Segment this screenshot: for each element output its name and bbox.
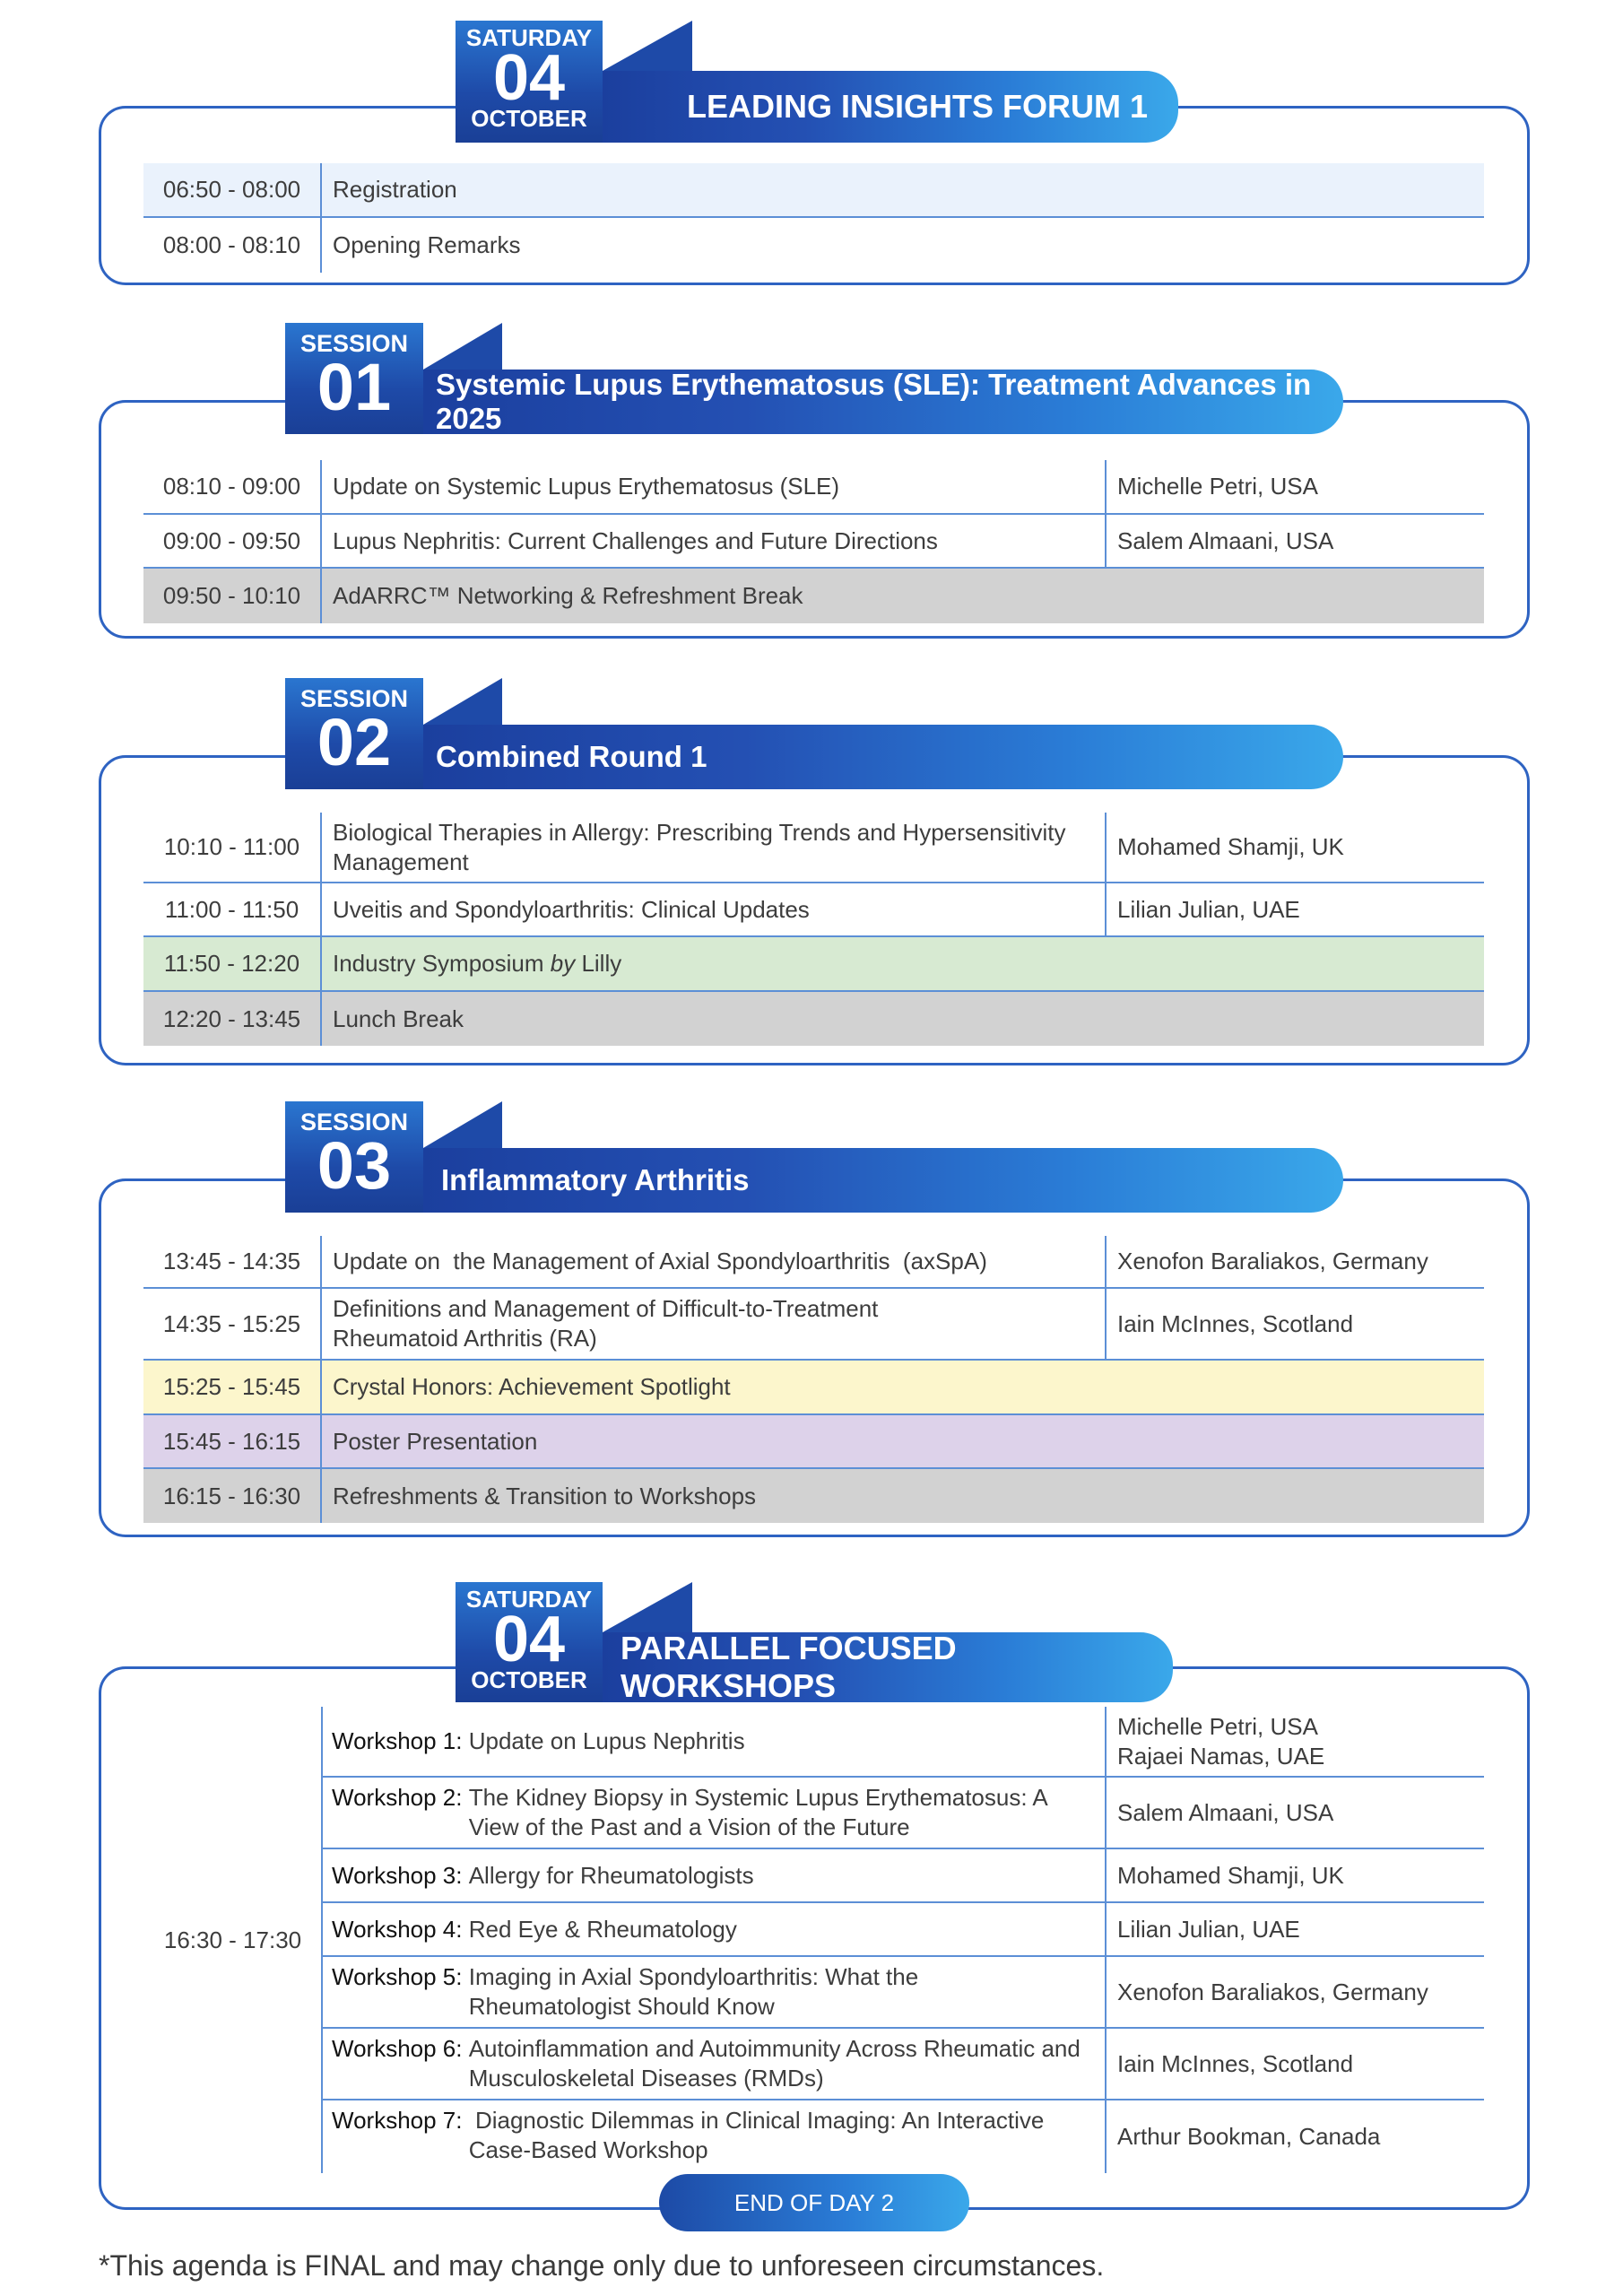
row-desc-post: Lilly [575,950,622,977]
session-03-number: 03 [317,1128,392,1203]
table-row [143,569,1484,623]
workshop-desc [323,1849,1105,1901]
workshop-title: Update on Lupus Nephritis [468,1727,745,1754]
table-row [143,163,1484,218]
session-03-label: SESSION [299,1109,409,1135]
session-01-title-bar [423,370,1343,434]
workshop-title: Allergy for Rheumatologists [468,1861,754,1889]
row-speaker: Iain McInnes, Scotland [1105,1289,1484,1359]
row-desc-em: by [550,950,576,977]
workshop-speakers [1105,1849,1484,1901]
row-time: 12:20 - 13:45 [143,992,322,1046]
workshop-speaker: Arthur Bookman, Canada [1117,2123,1381,2150]
workshop-speakers [1105,2100,1484,2173]
row-desc: Opening Remarks [333,231,521,258]
workshop-row [321,1707,1484,1778]
table-row [143,218,1484,273]
row-speaker: Lilian Julian, UAE [1105,883,1484,935]
row-desc [322,937,1484,990]
session-03-title-bar [423,1148,1343,1213]
table-row [143,1289,1484,1361]
footnote: *This agenda is FINAL and may change only due to unforeseen circumstances. [99,2249,1105,2282]
workshops-title-bar [603,1632,1173,1702]
row-time: 08:10 - 09:00 [143,460,322,513]
session-01-tab-fold [423,323,502,370]
row-desc: Update on the Management of Axial Spondyloarthritis (axSpA) [333,1248,987,1274]
session-01-label: SESSION [299,330,409,357]
row-time: 15:45 - 16:15 [143,1415,322,1467]
workshop-row [321,1957,1484,2029]
session-03-tab-fold [423,1101,502,1148]
row-desc-pre: Industry Symposium [333,950,551,977]
workshops-date-day: SATURDAY [465,1586,593,1613]
row-desc: Uveitis and Spondyloarthritis: Clinical Updates [333,895,810,923]
row-desc: Lunch Break [333,1004,464,1032]
forum-date-day: SATURDAY [465,24,593,51]
row-speaker: Mohamed Shamji, UK [1105,813,1484,882]
workshop-row [321,1778,1484,1849]
forum-date-num: 04 [492,42,566,114]
row-time: 09:50 - 10:10 [143,569,322,623]
forum-title: LEADING INSIGHTS FORUM 1 [686,88,1149,125]
workshops-time: 16:30 - 17:30 [163,1926,302,1953]
table-row [143,1361,1484,1415]
row-desc: Biological Therapies in Allergy: Prescribing Trends and Hypersensitivity Management [333,818,1066,875]
session-03-title: Inflammatory Arthritis [441,1163,750,1196]
workshop-desc [323,2100,1105,2173]
row-speaker: Michelle Petri, USA [1105,460,1484,513]
forum-title-bar [603,71,1178,143]
row-desc: Crystal Honors: Achievement Spotlight [333,1373,731,1400]
workshop-speakers [1105,1903,1484,1955]
workshops-date-tab [456,1582,603,1702]
workshops-title: PARALLEL FOCUSED WORKSHOPS [621,1630,957,1704]
session-02-title-bar [423,725,1343,789]
workshop-label: Workshop 3: [332,1861,463,1889]
workshops-tab-fold [603,1582,692,1632]
workshop-desc [323,2029,1105,2099]
workshops-date-num: 04 [492,1604,566,1675]
workshop-speakers [1105,1707,1484,1776]
workshop-desc [323,1957,1105,2027]
table-row [143,813,1484,883]
table-row [143,937,1484,992]
workshop-speakers [1105,2029,1484,2099]
row-speaker: Salem Almaani, USA [1105,515,1484,567]
row-time: 13:45 - 14:35 [143,1236,322,1287]
workshop-label: Workshop 2: [332,1784,463,1811]
row-time: 15:25 - 15:45 [143,1361,322,1413]
workshop-title: Imaging in Axial Spondyloarthritis: What the Rheumatologist Should Know [468,1963,919,2020]
workshop-label: Workshop 6: [332,2035,463,2062]
workshop-row [321,1903,1484,1957]
row-desc: Refreshments & Transition to Workshops [333,1482,757,1509]
workshop-label: Workshop 5: [332,1963,463,1990]
row-desc: Poster Presentation [333,1427,538,1455]
row-speaker: Xenofon Baraliakos, Germany [1105,1236,1484,1287]
workshop-speaker: Salem Almaani, USA [1117,1798,1334,1826]
session-01-number: 01 [317,350,392,424]
workshop-label: Workshop 7: [332,2107,463,2134]
workshop-title: Autoinflammation and Autoimmunity Across Rheumatic and Musculoskeletal Diseases (RMDs) [468,2035,1081,2092]
table-row [143,883,1484,937]
session-02-title: Combined Round 1 [436,740,707,773]
workshop-speakers [1105,1957,1484,2027]
workshop-desc [323,1903,1105,1955]
forum-tab-fold [603,21,692,71]
end-of-day-badge: END OF DAY 2 [659,2174,969,2231]
session-02-tab-fold [423,678,502,725]
forum-date-tab [456,21,603,143]
table-row [143,992,1484,1046]
row-desc: Registration [333,176,457,203]
workshop-row [321,1849,1484,1903]
workshops-date-month: OCTOBER [471,1666,587,1693]
workshop-title: The Kidney Biopsy in Systemic Lupus Erythematosus: A View of the Past and a Vision of the Future [468,1784,1047,1840]
workshop-speaker: Rajaei Namas, UAE [1117,1742,1325,1770]
table-row [143,1236,1484,1289]
row-time: 16:15 - 16:30 [143,1469,322,1523]
workshop-speaker: Iain McInnes, Scotland [1117,2049,1354,2077]
row-desc: Definitions and Management of Difficult-to-Treatment Rheumatoid Arthritis (RA) [333,1295,879,1352]
workshop-desc [323,1707,1105,1776]
workshop-row [321,2100,1484,2173]
table-row [143,1469,1484,1523]
workshop-desc [323,1778,1105,1848]
row-time: 08:00 - 08:10 [143,218,322,273]
workshop-speakers [1105,1778,1484,1848]
row-time: 10:10 - 11:00 [143,813,322,882]
row-time: 11:50 - 12:20 [143,937,322,990]
row-desc: AdARRC™ Networking & Refreshment Break [333,582,803,609]
workshop-speaker: Xenofon Baraliakos, Germany [1117,1978,1428,2005]
table-row [143,1415,1484,1469]
row-time: 09:00 - 09:50 [143,515,322,567]
row-time: 11:00 - 11:50 [143,883,322,935]
session-01-tab [285,323,423,434]
forum-date-month: OCTOBER [471,105,587,132]
row-time: 06:50 - 08:00 [143,163,322,216]
workshop-label: Workshop 4: [332,1915,463,1943]
workshop-speaker: Lilian Julian, UAE [1117,1915,1300,1943]
workshop-speaker: Mohamed Shamji, UK [1117,1861,1344,1889]
table-row [143,460,1484,515]
session-02-tab [285,678,423,789]
workshop-row [321,2029,1484,2100]
row-desc: Update on Systemic Lupus Erythematosus (SLE) [333,473,840,500]
session-01-title: Systemic Lupus Erythematosus (SLE): Treatment Advances in 2025 [436,368,1312,435]
table-row [143,515,1484,569]
row-time: 14:35 - 15:25 [143,1289,322,1359]
workshop-speaker: Michelle Petri, USA [1117,1712,1318,1740]
workshop-title: Diagnostic Dilemmas in Clinical Imaging: An Interactive Case-Based Workshop [468,2107,1051,2163]
session-03-tab [285,1101,423,1213]
workshop-title: Red Eye & Rheumatology [468,1915,737,1943]
session-02-number: 02 [317,705,392,779]
session-02-label: SESSION [299,685,409,712]
row-desc: Lupus Nephritis: Current Challenges and Future Directions [333,526,938,554]
workshop-label: Workshop 1: [332,1727,463,1754]
